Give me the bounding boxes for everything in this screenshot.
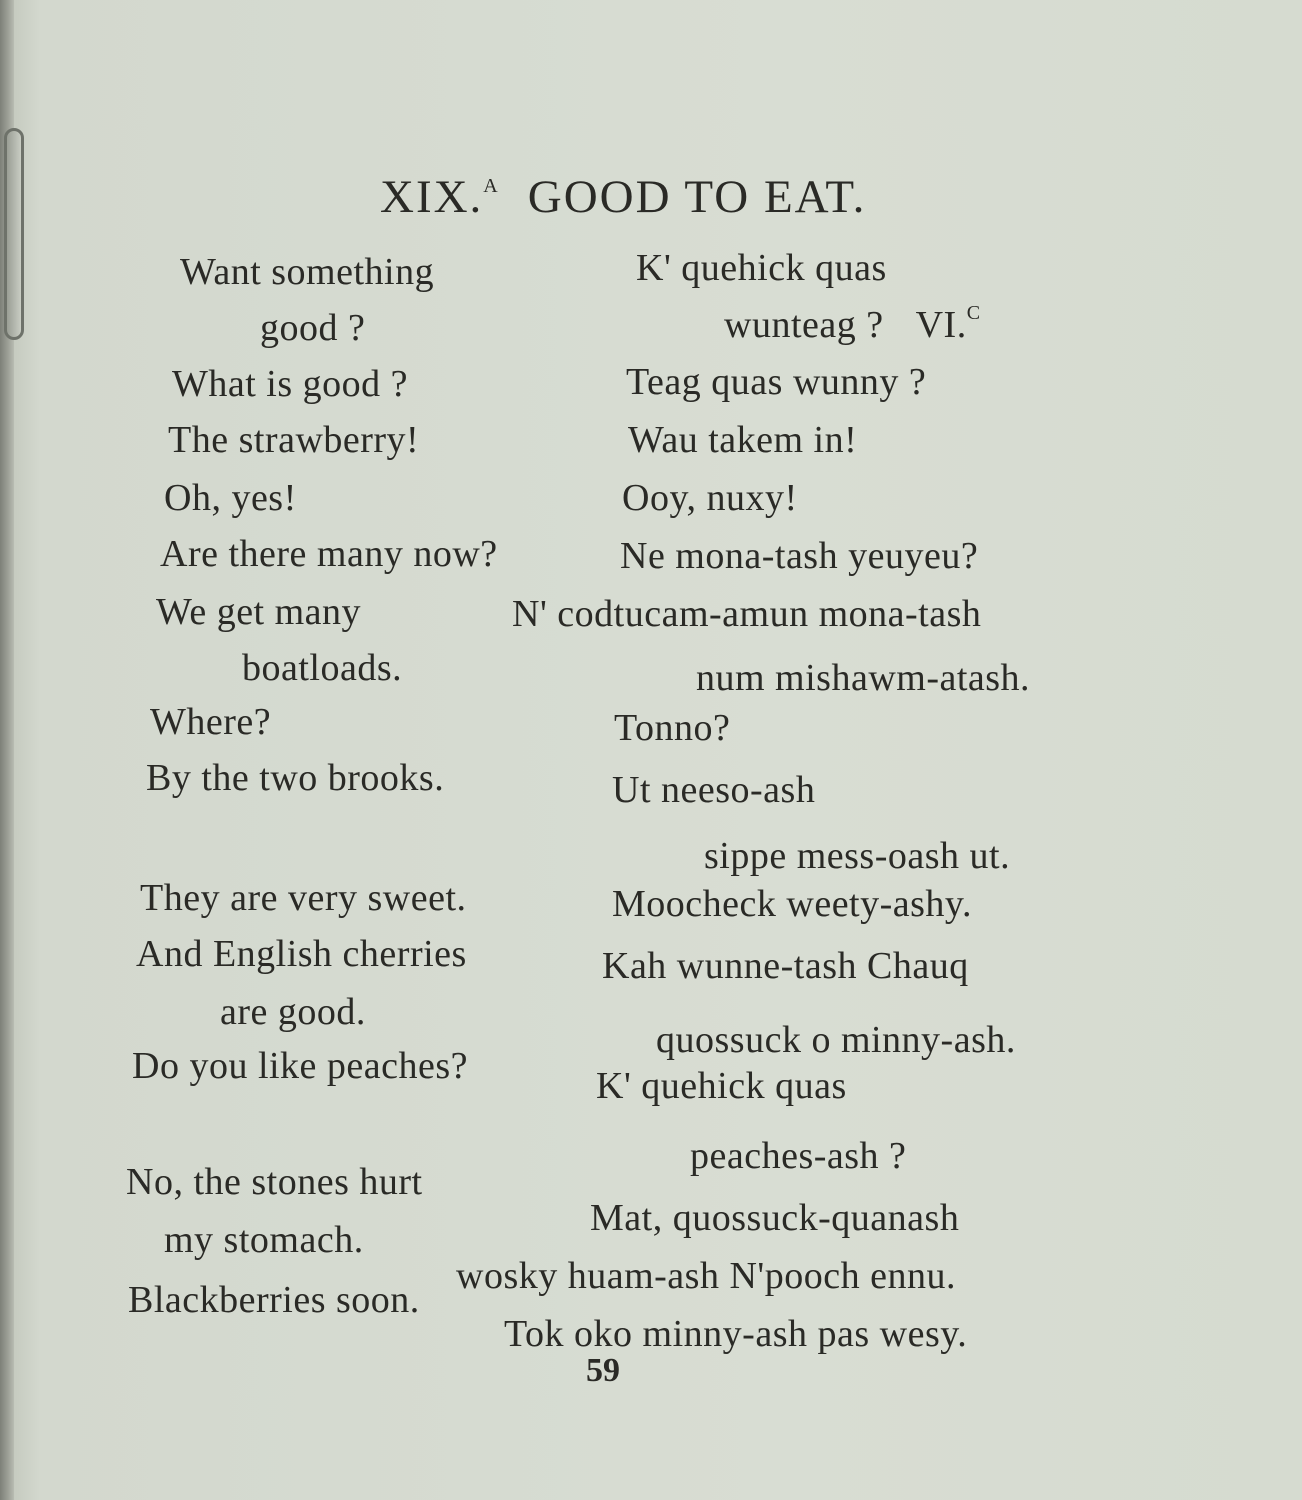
right-line — [724, 302, 981, 347]
left-line: And English cherries — [136, 933, 467, 975]
right-line: Teag quas wunny ? — [626, 361, 927, 403]
left-line: boatloads. — [242, 647, 403, 689]
right-line: Wau takem in! — [628, 419, 858, 461]
left-line: Where? — [150, 701, 272, 743]
right-line: Ut neeso-ash — [612, 769, 816, 811]
reference-superscript: C — [966, 302, 981, 324]
left-line: What is good ? — [172, 363, 409, 405]
right-line: peaches-ash ? — [690, 1135, 907, 1177]
left-line: are good. — [220, 991, 366, 1033]
chapter-numeral: XIX. — [380, 171, 484, 223]
left-line: By the two brooks. — [146, 757, 445, 799]
left-line: They are very sweet. — [140, 877, 467, 919]
right-line: Ooy, nuxy! — [622, 477, 798, 519]
right-line: Mat, quossuck-quanash — [590, 1197, 960, 1239]
right-line-text: wunteag ? — [724, 304, 884, 346]
page-number: 59 — [586, 1352, 620, 1389]
right-line: wosky huam-ash N'pooch ennu. — [456, 1255, 956, 1297]
reference-text: VI. — [915, 304, 967, 346]
right-line: num mishawm-atash. — [696, 657, 1031, 699]
right-line: K' quehick quas — [636, 247, 887, 289]
right-line: Tok oko minny-ash pas wesy. — [504, 1313, 968, 1355]
left-line: We get many — [156, 591, 362, 633]
left-line: Do you like peaches? — [132, 1045, 469, 1087]
right-line: K' quehick quas — [596, 1065, 847, 1107]
right-line: quossuck o minny-ash. — [656, 1019, 1016, 1061]
left-line: Oh, yes! — [164, 477, 297, 519]
left-line: The strawberry! — [168, 419, 420, 461]
right-line: Ne mona-tash yeuyeu? — [620, 535, 979, 577]
left-line: Blackberries soon. — [128, 1279, 420, 1321]
chapter-title: GOOD TO EAT. — [527, 171, 867, 223]
right-line: Tonno? — [614, 707, 731, 749]
right-line: sippe mess-oash ut. — [704, 835, 1011, 877]
reference-marker — [916, 304, 981, 346]
staple — [4, 128, 24, 340]
right-line: N' codtucam-amun mona-tash — [512, 593, 982, 635]
right-line: Moocheck weety-ashy. — [612, 883, 972, 925]
left-line: Are there many now? — [160, 533, 498, 575]
left-line: No, the stones hurt — [126, 1161, 423, 1203]
chapter-superscript: A — [483, 175, 500, 197]
chapter-heading — [380, 170, 866, 224]
right-line: Kah wunne-tash Chauq — [602, 945, 969, 987]
left-line: Want something — [180, 251, 435, 293]
left-line: good ? — [260, 307, 366, 349]
left-line: my stomach. — [164, 1219, 364, 1261]
